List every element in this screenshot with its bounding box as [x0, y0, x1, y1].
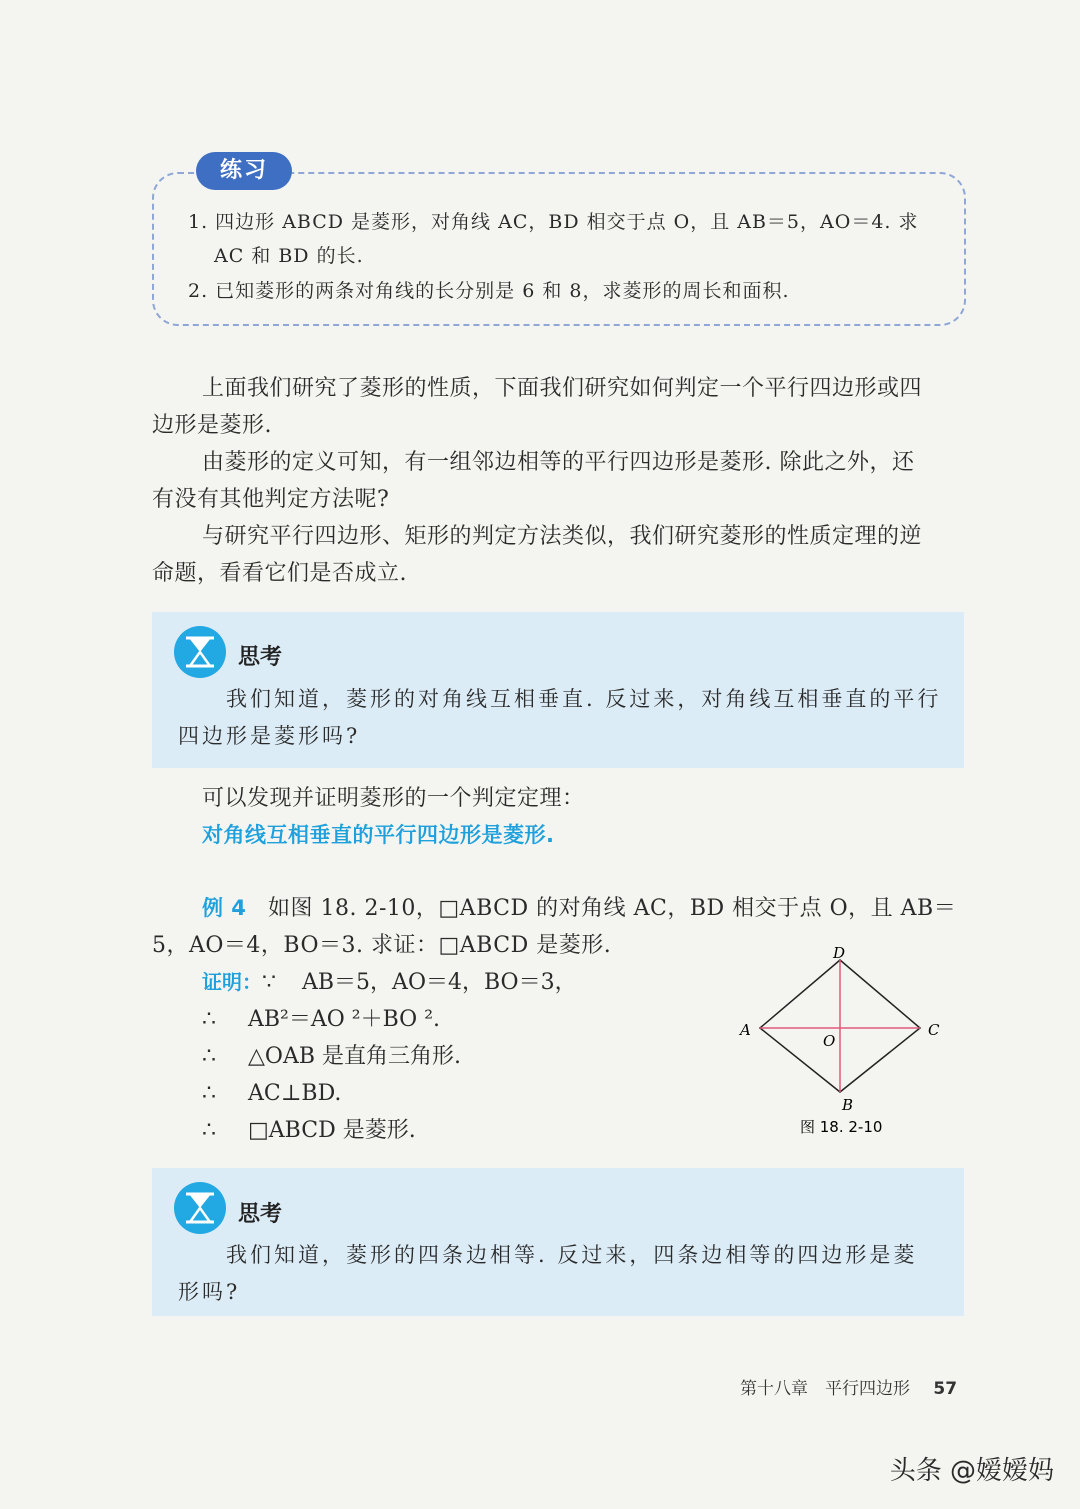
hourglass-icon: [174, 626, 226, 678]
practice-q2: 2. 已知菱形的两条对角线的长分别是 6 和 8，求菱形的周长和面积.: [188, 280, 790, 302]
label-a: A: [740, 1021, 751, 1039]
proof-step-2: [202, 1038, 461, 1075]
label-d: D: [833, 944, 846, 962]
proof-step0-text: AB＝5，AO＝4，BO＝3，: [302, 970, 577, 995]
practice-badge: 练习: [196, 152, 292, 190]
page-number: 57: [933, 1379, 958, 1399]
practice-q1-line2: AC 和 BD 的长.: [214, 245, 364, 267]
proof-step2-text: △OAB 是直角三角形.: [248, 1044, 461, 1069]
think-title-2: 思考: [238, 1202, 283, 1227]
proof-step-3: [202, 1075, 341, 1112]
proof-step-1: [202, 1001, 440, 1038]
think-icon: [174, 626, 226, 678]
intro-p1-line1: 上面我们研究了菱形的性质，下面我们研究如何判定一个平行四边形或四: [202, 376, 923, 401]
theorem-lead: 可以发现并证明菱形的一个判定定理：: [202, 786, 585, 811]
proof-step-0: [202, 964, 577, 1001]
example-label: 例 4: [202, 896, 247, 920]
label-c: C: [928, 1021, 940, 1039]
think1-line1: 我们知道，菱形的对角线互相垂直. 反过来，对角线互相垂直的平行: [226, 687, 942, 711]
theorem-statement: 对角线互相垂直的平行四边形是菱形.: [202, 823, 555, 847]
proof-step-4: [202, 1112, 416, 1149]
proof-step3-text: AC⊥BD.: [248, 1081, 342, 1106]
therefore-symbol: ∴: [202, 1118, 216, 1143]
proof-step4-text: □ABCD 是菱形.: [248, 1118, 416, 1143]
think1-line2: 四边形是菱形吗?: [178, 724, 361, 748]
think2-line2: 形吗?: [178, 1280, 241, 1304]
intro-p2-line2: 有没有其他判定方法呢?: [152, 487, 390, 512]
intro-p3-line1: 与研究平行四边形、矩形的判定方法类似，我们研究菱形的性质定理的逆: [202, 524, 923, 549]
chapter-title: 第十八章 平行四边形: [740, 1379, 910, 1399]
think-title-1: 思考: [238, 645, 283, 670]
hourglass-icon: [174, 1182, 226, 1234]
rhombus-figure: [720, 940, 960, 1150]
figure-caption: 图 18. 2-10: [800, 1118, 883, 1136]
proof-step1-text: AB²＝AO ²＋BO ².: [248, 1007, 441, 1032]
practice-q1-line1: 1. 四边形 ABCD 是菱形，对角线 AC，BD 相交于点 O，且 AB＝5，AO＝4. 求: [188, 211, 919, 233]
label-o: O: [823, 1032, 836, 1050]
think-icon: [174, 1182, 226, 1234]
therefore-symbol: ∴: [202, 1007, 216, 1032]
intro-p3-line2: 命题，看看它们是否成立.: [152, 561, 407, 586]
therefore-symbol: ∴: [202, 1044, 216, 1069]
label-b: B: [842, 1096, 854, 1114]
watermark: 头条 @嫒嫒妈: [889, 1456, 1054, 1486]
think2-line1: 我们知道，菱形的四条边相等. 反过来，四条边相等的四边形是菱: [226, 1243, 918, 1267]
page-footer: [740, 1374, 957, 1399]
intro-p2-line1: 由菱形的定义可知，有一组邻边相等的平行四边形是菱形. 除此之外，还: [202, 450, 915, 475]
example-line1: 如图 18. 2-10，□ABCD 的对角线 AC，BD 相交于点 O，且 AB＝: [268, 896, 957, 921]
proof-label: 证明：: [202, 970, 262, 994]
intro-p1-line2: 边形是菱形.: [152, 413, 272, 438]
example-line2: 5，AO＝4，BO＝3. 求证：□ABCD 是菱形.: [152, 933, 612, 958]
therefore-symbol: ∴: [202, 1081, 216, 1106]
because-symbol: ∵: [262, 970, 276, 995]
